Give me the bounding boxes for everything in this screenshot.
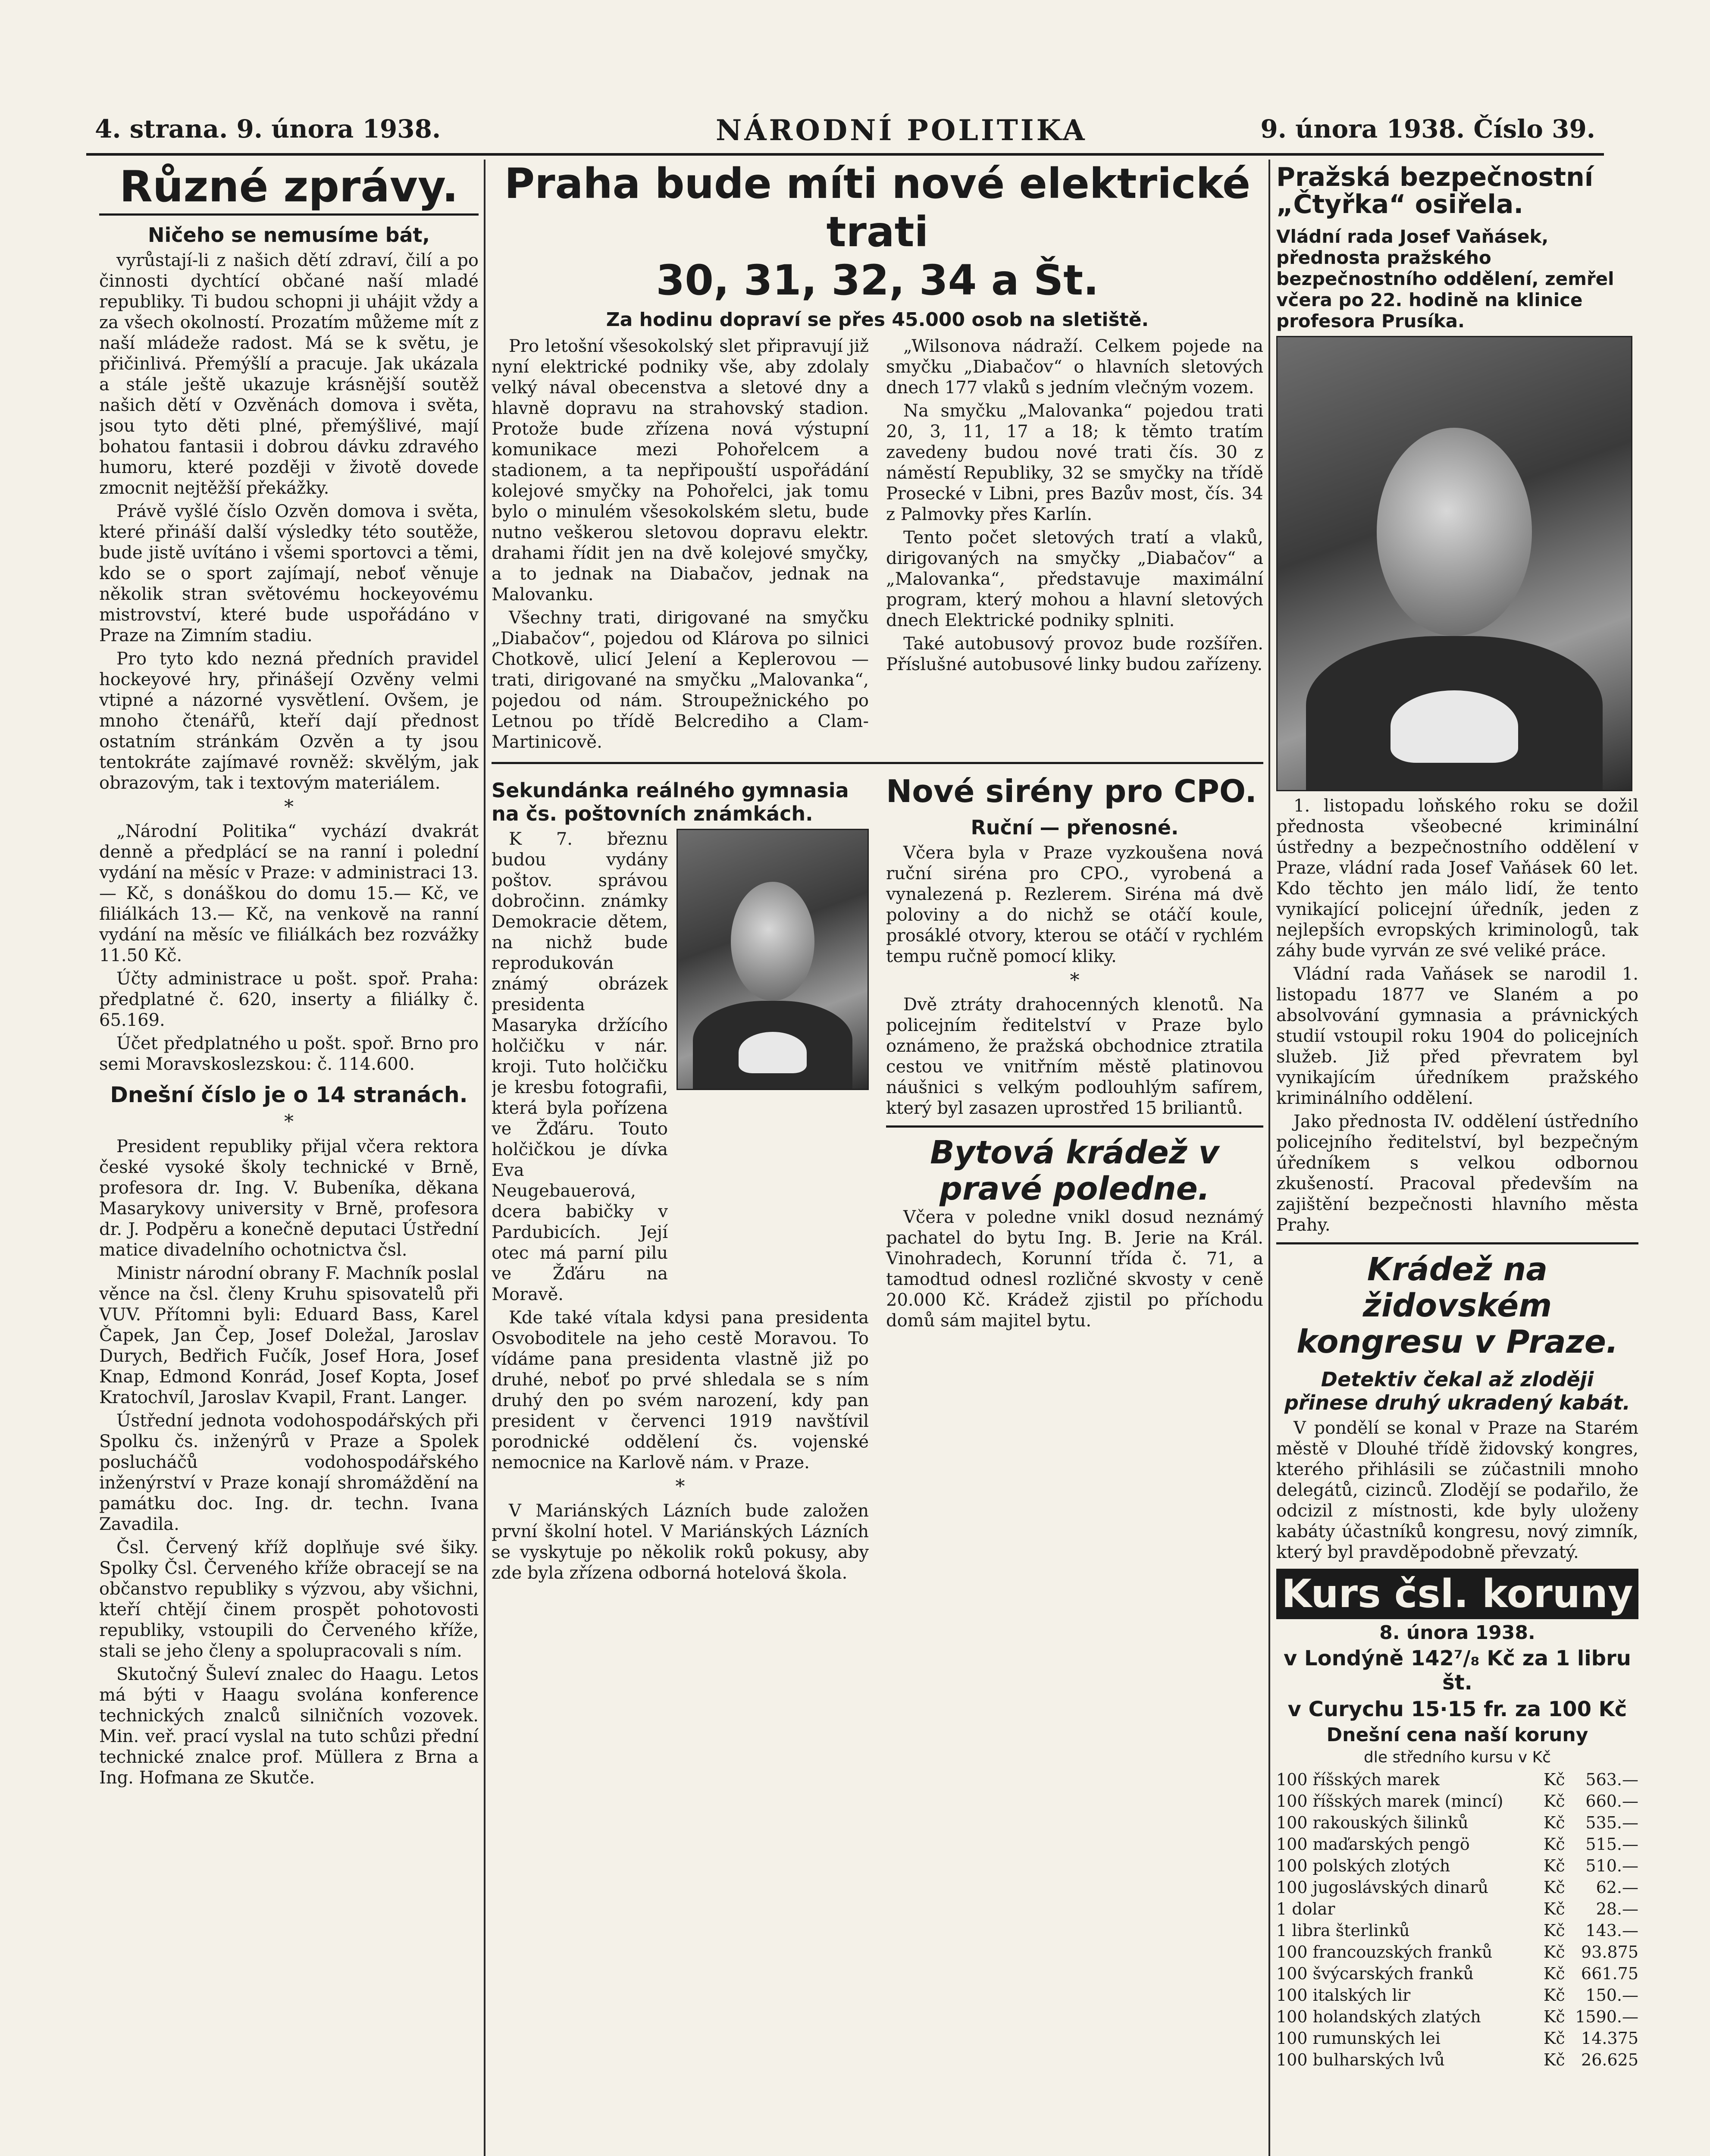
rate-value: 661.75 — [1581, 1964, 1638, 1983]
currency-unit: Kč — [1544, 1770, 1565, 1789]
zurich-rate: v Curychu 15·15 fr. za 100 Kč — [1287, 1697, 1627, 1721]
exchange-rate-row — [1276, 1984, 1638, 2006]
paragraph: V Mariánských Lázních bude založen první školní hotel. V Mariánských Lázních se vyskytuje po několik roků pokusy, aby zde byla zřízena odborná hotelová škola. — [492, 1501, 869, 1583]
page-number-date: 4. strana. 9. února 1938. — [95, 114, 441, 144]
currency-unit: Kč — [1544, 1943, 1565, 1962]
paragraph: „Národní Politika“ vychází dvakrát denně a předplácí se na ranní i polední vydání na měsíc v Praze: v administraci 13.— Kč, s donáškou do domu 15.— Kč, ve filiálkách 13.— Kč, na venkově na ranní vydání na měsíc ve filiálkách bez rozvážky 11.50 Kč. — [99, 821, 479, 965]
issue-number: 9. února 1938. Číslo 39. — [1260, 114, 1595, 144]
photo-collar — [1391, 690, 1518, 763]
article-title: Krádež na židovském kongresu v Praze. — [1297, 1251, 1618, 1360]
paragraph: Ministr národní obrany F. Machník poslal věnce na čsl. členy Kruhu spisovatelů při VUV. Přítomni byli: Eduard Bass, Karel Čapek, Jan Čep, Josef Doležal, Jaroslav Durych, Bedřich Fučík, Josef Hora, Josef Knap, Edmond Konrád, Josef Kopta, Josef Kratochvíl, Jaroslav Kvapil, Frant. Langer. — [99, 1263, 479, 1407]
paragraph: Včera byla v Praze vyzkoušena nová ruční siréna pro CPO., vyrobená a vynalezená p. Rezlerem. Siréna má dvě poloviny a do nichž se otáčí koule, prosáklé otvory, kterou se otáčí v rychlém tempu ručně pomocí kliky. — [886, 843, 1263, 966]
article-title: Sekundánka reálného gymnasia na čs. poštovních známkách. — [492, 779, 849, 825]
rate-value: 28.— — [1596, 1899, 1638, 1918]
exchange-rate-row — [1276, 1790, 1638, 1812]
exchange-rate-row — [1276, 1941, 1638, 1963]
paragraph: Jako přednosta IV. oddělení ústředního policejního ředitelství, byl bezpečným úředníkem s velkou odbornou zkušeností. Pracoval především na zajištění bezpečnosti hlavního města Prahy. — [1276, 1112, 1638, 1235]
paragraph: vyrůstají-li z našich dětí zdraví, čilí a po činnosti dychtící občané naší mladé republiky. Ti budou schopni ji uhájit vždy a za všech okolností. Prozatím můžeme mít z naší mládeže radost. Má se k světu, je přičinlivá. Přemýšlí a pracuje. Jak ukázala a stále ještě ukazuje krásnější soutěž našich dětí v Ozvěnách domova i světa, jsou tyto děti plné, přemýšlivé, mají bohatou fantasii i dobrou dávku zdravého humoru, které později v životě dovede zmocnit nejtěžší překážky. — [99, 251, 479, 498]
main-headline — [492, 160, 1263, 304]
rate-value: 660.— — [1585, 1792, 1638, 1811]
currency-label: 100 maďarských pengö — [1276, 1835, 1470, 1854]
currency-unit: Kč — [1544, 2029, 1565, 2048]
photo-face — [731, 882, 814, 1001]
article-subhead: Ničeho se nemusíme bát, — [147, 223, 430, 247]
paragraph: Čsl. Červený kříž doplňuje své šiky. Spolky Čsl. Červeného kříže obracejí se na občanstvo republiky s výzvou, aby všichni, kteří chtějí činem prospět pohotovosti republiky, vstoupili do Červeného kříže, stali se jeho členy a spolupracovali s ním. — [99, 1538, 479, 1661]
lower-articles — [492, 771, 1263, 1586]
exchange-rate-row — [1276, 1963, 1638, 1984]
rate-value: 563.— — [1585, 1770, 1638, 1789]
paragraph: President republiky přijal včera rektora české vysoké školy technické v Brně, profesora dr. Ing. V. Bubeníka, děkana Masarykovy university v Brně, profesora dr. J. Podpěru a konečně deputaci Ústřední matice divadelního ochotnictva čsl. — [99, 1137, 479, 1260]
article-body — [886, 1207, 1263, 1331]
currency-label: 1 dolar — [1276, 1899, 1335, 1918]
exchange-rate-row — [1276, 2049, 1638, 2071]
exchange-rate-row — [1276, 2028, 1638, 2049]
paragraph: Vládní rada Vaňásek se narodil 1. listopadu 1877 ve Slaném a po absolvování gymnasia a právnických studií vstoupil roku 1904 do policejních služeb. Již před převratem byl vynikajícím úředníkem pražského kriminálního oddělení. — [1276, 964, 1638, 1108]
article-title: Pražská bezpečnostní „Čtyřka“ osiřela. — [1276, 162, 1594, 219]
separator-star: * — [284, 796, 294, 818]
currency-unit: Kč — [1544, 1792, 1565, 1811]
paragraph: Kde také vítala kdysi pana presidenta Osvoboditele na jeho cestě Moravou. To vídáme pana presidenta vlastně již po druhé, neboť po prvé shledala se s ním druhý den po svém narození, kdy pan president v červenci 1919 navštívil porodnické oddělení čs. vojenské nemocnice na Karlově nám. v Praze. — [492, 1308, 869, 1473]
paragraph: Právě vyšlé číslo Ozvěn domova i světa, které přináší další výsledky této soutěže, bude jistě uvítáno i všemi sportovci a těmi, kdo se o sport zajímají, neboť věnuje několik stran světovému hockeyovému mistrovství, které bude uspořádáno v Praze na Zimním stadiu. — [99, 501, 479, 646]
currency-unit: Kč — [1544, 1964, 1565, 1983]
exchange-rate-row — [1276, 1812, 1638, 1833]
divider — [492, 762, 1263, 764]
currency-label: 100 italských lir — [1276, 1986, 1411, 2005]
currency-label: 100 francouzských franků — [1276, 1943, 1493, 1962]
currency-unit: Kč — [1544, 1878, 1565, 1897]
currency-unit: Kč — [1544, 2007, 1565, 2026]
man-portrait-photo — [1276, 336, 1632, 791]
masthead: NÁRODNÍ POLITIKA — [716, 113, 1087, 147]
currency-label: 100 bulharských lvů — [1276, 2050, 1445, 2069]
paragraph: Pro letošní všesokolský slet připravují již nyní elektrické podniky vše, aby zdolaly velký nával obecenstva a sletové dny a hlavně dopravu na strahovský stadion. Protože bude zřízena nová výstupní komunikace mezi Pohořelcem a stadionem, a ta nepřipouští uspořádání kolejové smyčky na Pohořelci, jak tomu bylo o minulém všesokolském sletu, bude nutno veškerou sletovou dopravu elektr. drahami řídit jen na dvě kolejové smyčky, a to jednak na Diabačov, jednak na Malovanku. — [492, 336, 869, 605]
rate-subheading: dle středního kursu v Kč — [1364, 1749, 1551, 1766]
rate-value: 1590.— — [1575, 2007, 1638, 2026]
separator-star: * — [284, 1111, 294, 1133]
currency-unit: Kč — [1544, 1856, 1565, 1875]
currency-unit: Kč — [1544, 2050, 1565, 2069]
separator-star: * — [1070, 969, 1080, 991]
page-header — [86, 106, 1604, 156]
paragraph: Účty administrace u pošt. spoř. Praha: předplatné č. 620, inserty a filiálky č. 65.169. — [99, 969, 479, 1030]
currency-label: 100 rumunských lei — [1276, 2029, 1441, 2048]
exchange-rate-row — [1276, 1855, 1638, 1877]
article-subhead: Dnešní číslo je o 14 stranách. — [110, 1082, 468, 1107]
paragraph: K 7. březnu budou vydány poštov. správou dobročinn. známky Demokracie dětem, na nichž bude reprodukován známý obrázek presidenta Masaryka držícího holčičku v nár. kroji. Tuto holčičku je kresbu fotografii, která byla pořízena ve Žďáru. Touto holčičkou je dívka Eva Neugebauerová, dcera babičky v Pardubicích. Její otec má parní pilu ve Žďáru na Moravě. — [492, 829, 668, 1304]
rate-value: 515.— — [1585, 1835, 1638, 1854]
currency-label: 1 libra šterlinků — [1276, 1921, 1410, 1940]
currency-unit: Kč — [1544, 1835, 1565, 1854]
paragraph: 1. listopadu loňského roku se dožil přednosta všeobecné kriminální ústředny a bezpečnostního oddělení v Praze, vládní rada Josef Vaňásek 60 let. Kdo těchto jen málo lidí, že tento vynikající policejní úředník, jeden z nejlepších evropských kriminologů, tak záhy bude vyrván ze své veliké práce. — [1276, 796, 1638, 961]
paragraph: Pro tyto kdo nezná předních pravidel hockeyové hry, přinášejí Ozvěny velmi vtipné a názorné vysvětlení. Ovšem, je mnoho čtenářů, kteří dají přednost ostatním stránkám Ozvěn a ty jsou tentokráte zajímavé rovněž: skvělým, jak obrazovým, tak i textovým materiálem. — [99, 649, 479, 793]
paragraph: Skutočný Šuleví znalec do Haagu. Letos má býti v Haagu svolána konference technických znalců silničních vozovek. Min. veř. prací vyslal na tuto schůzi přední technické znalce prof. Müllera z Brna a Ing. Hofmana ze Skutče. — [99, 1664, 479, 1788]
currency-label: 100 rakouských šilinků — [1276, 1813, 1469, 1832]
exchange-rate-row — [1276, 1877, 1638, 1898]
article-body — [492, 1307, 869, 1583]
article-title: Bytová krádež v pravé poledne. — [930, 1134, 1219, 1207]
paragraph: Ústřední jednota vodohospodářských při Spolku čs. inženýrů v Praze a Spolek poslucháčů vodohospodářského inženýrství v Praze konají shromáždění na památku doc. Ing. dr. techn. Ivana Zavadila. — [99, 1411, 479, 1534]
currency-label: 100 říšských marek (mincí) — [1276, 1792, 1503, 1811]
divider — [1276, 1242, 1638, 1244]
article-title: Nové sirény pro CPO. — [886, 773, 1257, 809]
rate-value: 14.375 — [1581, 2029, 1638, 2048]
section-title: Různé zprávy. — [99, 164, 479, 216]
currency-label: 100 švýcarských franků — [1276, 1964, 1474, 1983]
london-rate: v Londýně 142⁷/₈ Kč za 1 libru št. — [1284, 1646, 1631, 1695]
column-divider — [484, 160, 485, 2156]
exchange-rate-table — [1276, 1769, 1638, 2071]
article-body — [886, 843, 1263, 1119]
main-article-body — [492, 336, 1263, 755]
article-subhead: Ruční — přenosné. — [971, 815, 1179, 839]
headline-line: 30, 31, 32, 34 a Št. — [656, 256, 1099, 304]
sirens-article — [886, 771, 1263, 1586]
article-body — [492, 829, 668, 1307]
article-body — [1276, 796, 1638, 1235]
exchange-rate-title: Kurs čsl. koruny — [1276, 1569, 1638, 1619]
column-divider — [1268, 160, 1270, 2156]
photo-face — [1377, 428, 1532, 636]
rate-value: 150.— — [1585, 1986, 1638, 2005]
rate-value: 93.875 — [1581, 1943, 1638, 1962]
separator-star: * — [675, 1476, 685, 1498]
paragraph: Všechny trati, dirigované na smyčku „Diabačov“, pojedou od Klárova po silnici Chotkově, ulicí Jelení a Keplerovou — trati, dirigované na smyčku „Malovanka“, pojedou od nám. Stroupežnického po Letnou po třídě Belcrediho a Clam-Martinicově. — [492, 608, 869, 752]
rate-value: 62.— — [1596, 1878, 1638, 1897]
rate-value: 143.— — [1585, 1921, 1638, 1940]
paragraph: Včera v poledne vnikl dosud neznámý pachatel do bytu Ing. B. Jerie na Král. Vinohradech, Korunní třída č. 71, a tamodtud odnesl rozličné skvosty v ceně 20.000 Kč. Krádež zjistil po příchodu domů sám majitel bytu. — [886, 1207, 1263, 1331]
exchange-rate-row — [1276, 2006, 1638, 2028]
paragraph: Účet předplatného u pošt. spoř. Brno pro semi Moravskoslezskou: č. 114.600. — [99, 1034, 479, 1074]
main-subheadline: Za hodinu dopraví se přes 45.000 osob na sletiště. — [606, 309, 1149, 331]
currency-unit: Kč — [1544, 1921, 1565, 1940]
article-subhead: Detektiv čekal až zloději přinese druhý ukradený kabát. — [1284, 1368, 1631, 1414]
rate-value: 510.— — [1585, 1856, 1638, 1875]
headline-line: Praha bude míti nové elektrické trati — [504, 160, 1251, 256]
today-rate-heading: Dnešní cena naší koruny — [1326, 1724, 1588, 1746]
currency-label: 100 říšských marek — [1276, 1770, 1440, 1789]
rate-value: 26.625 — [1581, 2050, 1638, 2069]
exchange-rate-row — [1276, 1769, 1638, 1790]
article-body — [1276, 1418, 1638, 1563]
paragraph: Tento počet sletových tratí a vlaků, dirigovaných na smyčky „Diabačov“ a „Malovanka“, představuje maximální program, který mohou a hlavní sletových dnech Elektrické podniky splniti. — [886, 528, 1263, 630]
exchange-rate-row — [1276, 1920, 1638, 1941]
article-body — [99, 1136, 479, 1788]
exchange-rate-row — [1276, 1833, 1638, 1855]
column-main-article — [492, 160, 1263, 2156]
paragraph: „Wilsonova nádraží. Celkem pojede na smyčku „Diabačov“ o hlavních sletových dnech 177 vlaků s jedním vlečným vozem. — [886, 336, 1263, 398]
paragraph: Dvě ztráty drahocenných klenotů. Na policejním ředitelství v Praze bylo oznámeno, že pražská obchodnice ztratila cestou ve vnitřním městě platinovou náušnici s velkým podlouhlým safírem, který byl zasazen uprostřed 15 briliantů. — [886, 994, 1263, 1118]
divider — [886, 1125, 1263, 1128]
article-subhead: Vládní rada Josef Vaňásek, přednosta pražského bezpečnostního oddělení, zemřel včera po 22. hodině na klinice profesora Prusíka. — [1276, 226, 1614, 332]
currency-label: 100 holandských zlatých — [1276, 2007, 1481, 2026]
currency-label: 100 polských zlotých — [1276, 1856, 1450, 1875]
column-various-news — [99, 160, 479, 2156]
paragraph: Na smyčku „Malovanka“ pojedou trati 20, 3, 11, 17 a 18; k těmto tratím zavedeny budou nové trati čís. 30 z náměstí Republiky, 32 se smyčky na třídě Prosecké v Libni, pres Bazův most, čís. 34 z Palmovky přes Karlín. — [886, 401, 1263, 524]
girl-portrait-photo — [676, 829, 869, 1090]
stamp-article — [492, 771, 869, 1586]
exchange-rate-row — [1276, 1898, 1638, 1920]
currency-label: 100 jugoslávských dinarů — [1276, 1878, 1488, 1897]
paragraph: V pondělí se konal v Praze na Starém městě v Dlouhé třídě židovský kongres, kterého přihlásili se zúčastnili mnoho delegátů, cizinců. Zlodějí se podařilo, že odcizil z místnosti, kde byly uloženy kabáty účastníků kongresu, nový zimník, který byl pravděpodobně převzatý. — [1276, 1418, 1638, 1562]
photo-collar — [739, 1032, 807, 1073]
article-body — [99, 250, 479, 1075]
exchange-rate-date: 8. února 1938. — [1379, 1622, 1535, 1644]
currency-unit: Kč — [1544, 1986, 1565, 2005]
currency-unit: Kč — [1544, 1899, 1565, 1918]
column-right — [1276, 160, 1638, 2156]
currency-unit: Kč — [1544, 1813, 1565, 1832]
rate-value: 535.— — [1585, 1813, 1638, 1832]
paragraph: Také autobusový provoz bude rozšířen. Příslušné autobusové linky budou zařízeny. — [886, 634, 1263, 674]
